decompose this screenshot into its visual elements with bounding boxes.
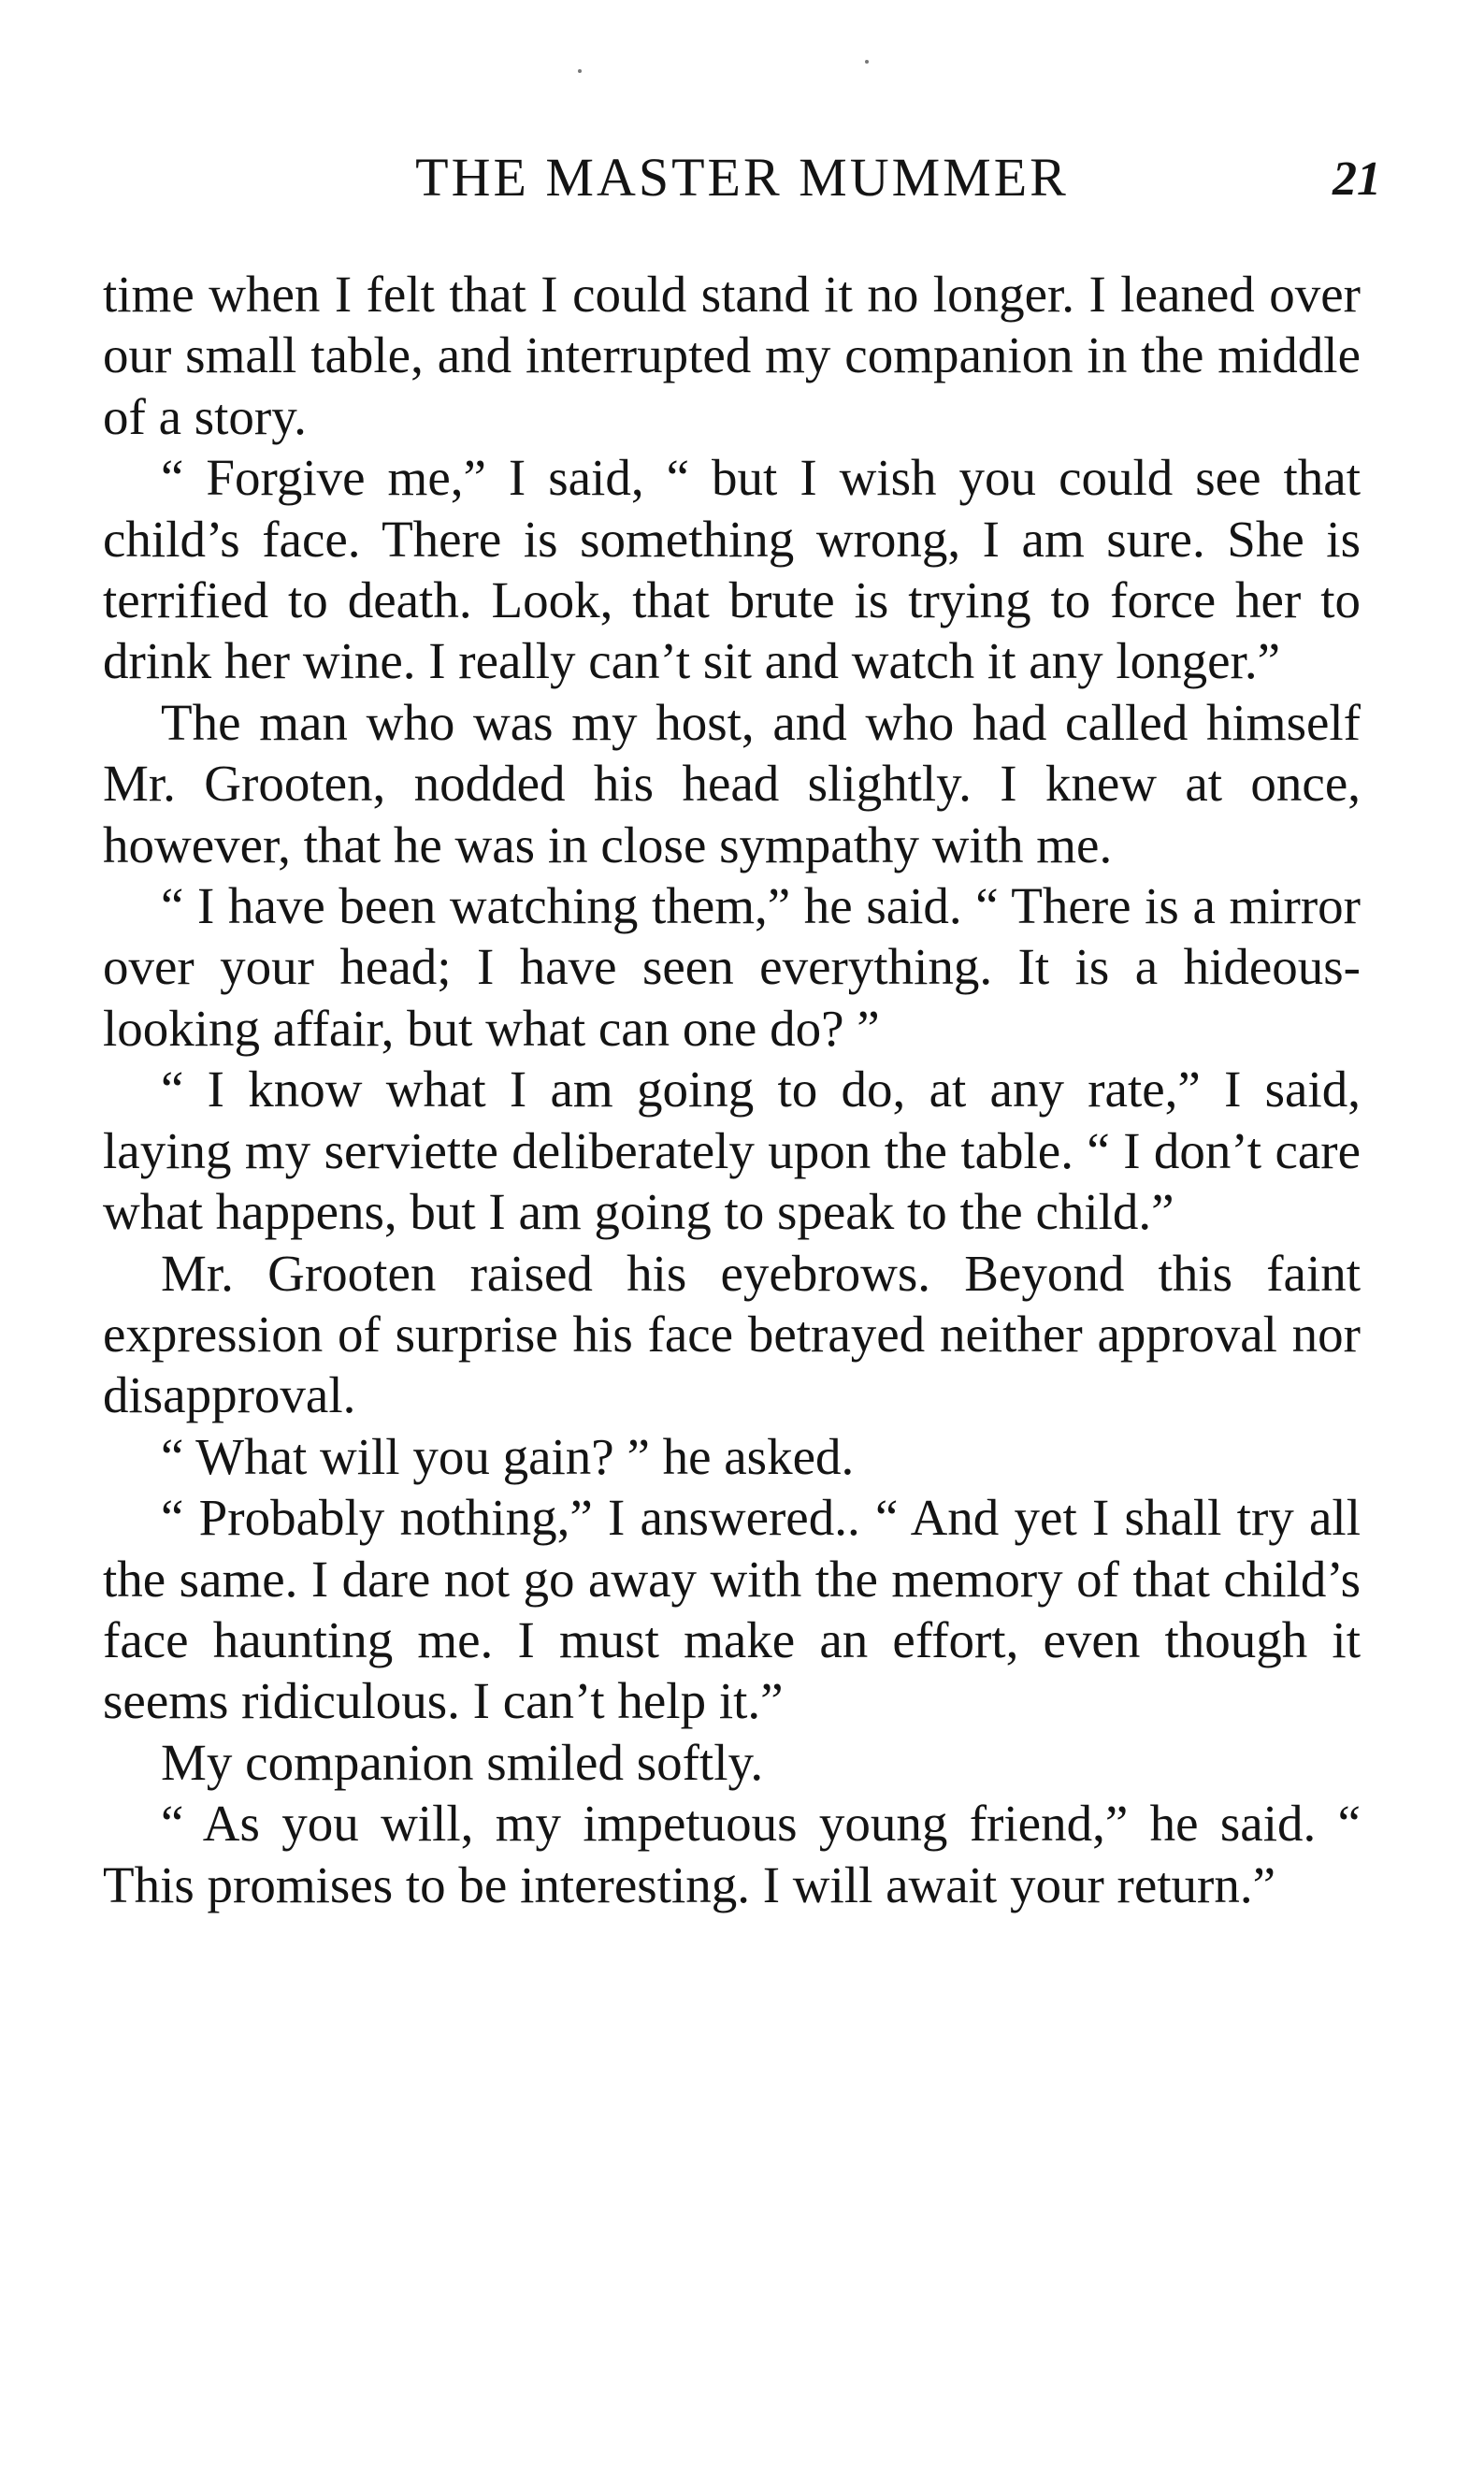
paragraph: “ I know what I am going to do, at any rate,” I said, laying my serviette deliberately upon the table. “ I don’t care what happens, but I am going to speak to the child.” xyxy=(103,1061,1361,1241)
paragraph: My companion smiled softly. xyxy=(161,1733,764,1791)
running-head xyxy=(103,145,1381,210)
paragraph: Mr. Grooten raised his eyebrows. Beyond this faint expression of surprise his face betrayed neither approval nor disapproval. xyxy=(103,1244,1361,1424)
print-speck xyxy=(865,60,869,64)
paragraph: “ Probably nothing,” I answered.. “ And yet I shall try all the same. I dare not go away with the memory of that child’s face haunting me. I must make an effort, even though it seems ridiculous. I can’t help it.” xyxy=(103,1489,1361,1730)
paragraph: time when I felt that I could stand it no longer. I leaned over our small table, and interrupted my companion in the middle of a story. xyxy=(103,266,1361,445)
print-speck xyxy=(578,69,582,73)
body-text xyxy=(103,264,1361,1915)
paragraph: “ As you will, my impetuous young friend,” he said. “ This promises to be interesting. I will await your return.” xyxy=(103,1795,1361,1913)
paragraph: “ What will you gain? ” he asked. xyxy=(161,1427,855,1485)
paragraph: The man who was my host, and who had called himself Mr. Grooten, nodded his head slightly. I knew at once, however, that he was in close sympathy with me. xyxy=(103,693,1361,873)
page-number: 21 xyxy=(1333,152,1381,206)
running-title: THE MASTER MUMMER xyxy=(415,147,1069,208)
paragraph: “ I have been watching them,” he said. “ There is a mirror over your head; I have seen everything. It is a hideous-looking affair, but what can one do? ” xyxy=(103,877,1361,1057)
paragraph: “ Forgive me,” I said, “ but I wish you could see that child’s face. There is something wrong, I am sure. She is terrified to death. Look, that brute is trying to force her to drink her wine. I really can’t sit and watch it any longer.” xyxy=(103,449,1361,690)
